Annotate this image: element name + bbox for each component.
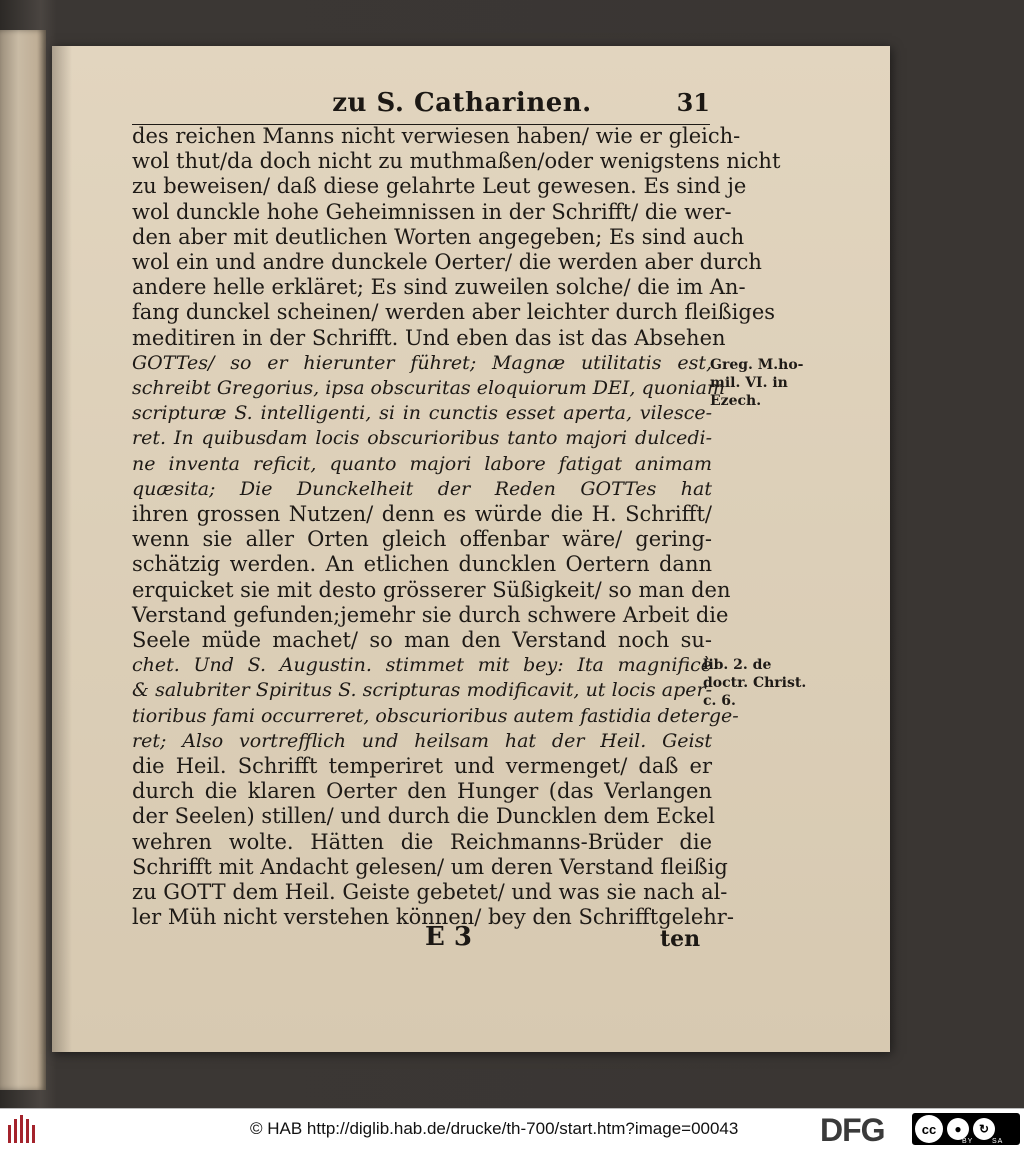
text-line: ret. In quibusdam locis obscurioribus tanto majori dulcedi- <box>132 427 712 450</box>
text-line: den aber mit deutlichen Worten angegeben; Es sind auch <box>132 224 745 249</box>
dfg-logo: DFG <box>820 1112 885 1148</box>
text-line: ihren grossen Nutzen/ denn es würde die H. Schrifft/ <box>132 502 712 526</box>
text-line: wol thut/da doch nicht zu muthmaßen/oder wenigstens nicht <box>132 149 781 174</box>
footer-bar <box>0 1108 1024 1150</box>
text-line: wol dunckle hohe Geheimnissen in der Schrifft/ die wer- <box>132 199 732 224</box>
text-line: erquicket sie mit desto grösserer Süßigkeit/ so man den <box>132 577 731 602</box>
text-line: der Seelen) stillen/ und durch die Duncklen dem Eckel <box>132 804 715 829</box>
text-line: ler Müh nicht verstehen können/ bey den Schrifftgelehr- <box>132 905 734 930</box>
text-line: schreibt Gregorius, ipsa obscuritas eloquiorum DEI, quoniam <box>132 377 725 399</box>
text-line: wehren wolte. Hätten die Reichmanns-Brüder die <box>132 829 712 854</box>
by-label: BY <box>962 1138 974 1145</box>
text-line: Verstand gefunden;jemehr sie durch schwere Arbeit die <box>132 602 729 627</box>
text-line: wol ein und andre dunckele Oerter/ die werden aber durch <box>132 250 762 274</box>
text-line: schätzig werden. An etlichen duncklen Oertern dann <box>132 552 712 577</box>
gutter-shadow <box>52 46 72 1052</box>
text-line: andere helle erkläret; Es sind zuweilen solche/ die im An- <box>132 275 746 300</box>
text-line: zu beweisen/ daß diese gelahrte Leut gewesen. Es sind je <box>132 174 747 199</box>
text-line: zu GOTT dem Heil. Geiste gebetet/ und was sie nach al- <box>132 880 728 904</box>
hab-logo-icon <box>8 1115 38 1143</box>
text-line: quæsita; Die Dunckelheit der Reden GOTTes hat <box>132 477 712 500</box>
text-line: GOTTes/ so er hierunter führet; Magnæ utilitatis est, <box>132 351 712 374</box>
running-header <box>132 88 710 125</box>
share-alike-icon: ↻ <box>973 1118 995 1140</box>
text-line: tioribus fami occurreret, obscurioribus autem fastidia deterge- <box>132 704 739 727</box>
attribution-icon: ● <box>947 1118 969 1140</box>
signature-mark: E 3 <box>425 922 472 952</box>
cc-icon: cc <box>915 1115 943 1143</box>
running-title: zu S. Catharinen. <box>332 88 592 118</box>
marginal-note-augustine: lib. 2. de doctr. Christ. c. 6. <box>703 657 807 709</box>
text-line: wenn sie aller Orten gleich offenbar wäre/ gering- <box>132 527 712 552</box>
text-line: Schrifft mit Andacht gelesen/ um deren Verstand fleißig <box>132 854 728 879</box>
cc-license-badge[interactable] <box>912 1113 1020 1145</box>
text-line: ne inventa reficit, quanto majori labore fatigat animam <box>132 452 712 475</box>
text-line: chet. Und S. Augustin. stimmet mit bey: Ita magnificè <box>132 654 712 677</box>
previous-page-edge <box>0 30 46 1090</box>
marginal-note-gregory: Greg. M.ho- mil. VI. in Ezech. <box>710 357 804 409</box>
text-line: ret; Also vortrefflich und heilsam hat der Heil. Geist <box>132 729 712 752</box>
text-line: scripturæ S. intelligenti, si in cunctis esset aperta, vilesce- <box>132 402 712 425</box>
text-line: & salubriter Spiritus S. scripturas modificavit, ut locis aper- <box>132 679 712 702</box>
sa-label: SA <box>992 1138 1004 1145</box>
text-line: durch die klaren Oerter den Hunger (das Verlangen <box>132 779 712 804</box>
text-line: des reichen Manns nicht verwiesen haben/ wie er gleich- <box>132 124 741 148</box>
catchword: ten <box>660 926 701 952</box>
citation-link[interactable]: © HAB http://diglib.hab.de/drucke/th-700/start.htm?image=00043 <box>250 1119 739 1138</box>
text-line: fang dunckel scheinen/ werden aber leichter durch fleißiges <box>132 300 776 325</box>
page-number: 31 <box>676 88 710 117</box>
text-line: Seele müde machet/ so man den Verstand noch su- <box>132 628 712 652</box>
text-line: die Heil. Schrifft temperiret und vermenget/ daß er <box>132 754 712 778</box>
text-line: meditiren in der Schrifft. Und eben das ist das Absehen <box>132 325 726 350</box>
